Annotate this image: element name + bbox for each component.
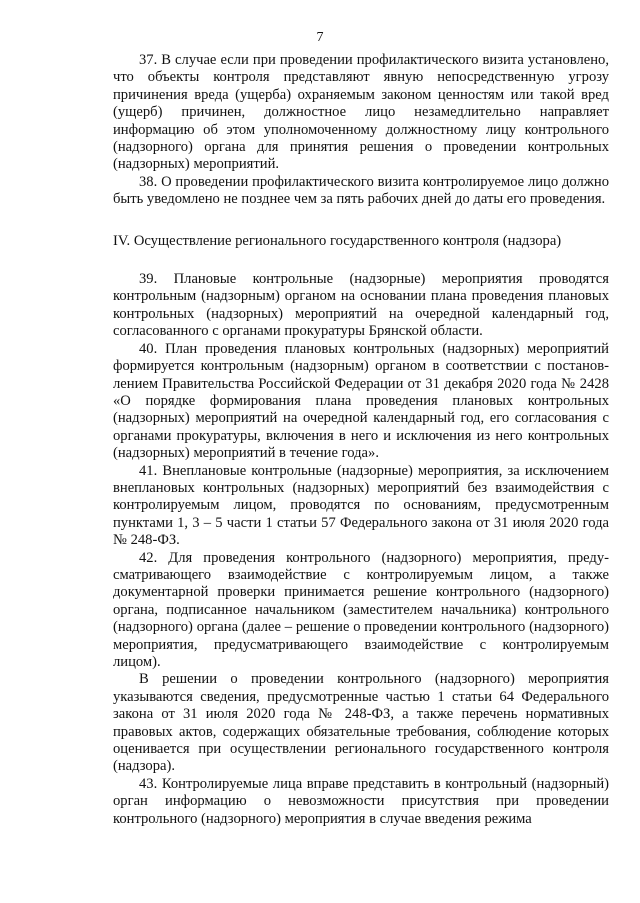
paragraph-43: 43. Контролируемые лица вправе представить в контрольный (надзорный) орган информацию о невозможности присутствия при проведении контрольного (надзорного) мероприятия в случае введения режима: [113, 775, 609, 827]
paragraph-37: 37. В случае если при проведении профилактического визита установлено, что объекты контроля представляют явную непосредственную угрозу причинения вреда (ущерба) охраняемым законом ценностям или такой вред (ущерб) причинен, должностное лицо незамедлительно направляет информацию об этом уполномоченному должностному лицу контрольного (надзорного) органа для принятия решения о проведении контрольных (надзорных) мероприятий.: [113, 52, 609, 173]
document-body: [113, 52, 609, 828]
paragraph-38: 38. О проведении профилактического визита контролируемое лицо должно быть уведомлено не позднее чем за пять рабочих дней до даты его проведения.: [113, 173, 609, 208]
paragraph-39: 39. Плановые контрольные (надзорные) мероприятия проводятся контрольным (надзорным) органом на основании плана проведения плановых контрольных (надзорных) мероприятий на очередной календарный год, согласованного с органами прокуратуры Брянской области.: [113, 271, 609, 340]
page-number: 7: [316, 30, 324, 45]
paragraph-42-continued: В решении о проведении контрольного (надзорного) мероприятия указываются сведения, предусмотренные частью 1 статьи 64 Федерального закона от 31 июля 2020 года № 248-ФЗ, а также перечень нормативных правовых актов, содержащих обязательные требования, соблюдение которых оценивается при осуществлении регионального государственного контроля (надзора).: [113, 671, 609, 775]
section-heading: IV. Осуществление регионального государственного контроля (надзора): [113, 232, 562, 249]
paragraph-40: 40. План проведения плановых контрольных (надзорных) мероприятий формируется контрольным (надзорным) органом в соответствии с постановлением Правительства Российской Федерации от 31 декабря 2020 года № 2428 «О порядке формирования плана проведения плановых контрольных (надзорных) мероприятий на очередной календарный год, его согласования с органами прокуратуры, включения в него и исключения из него контрольных (надзорных) мероприятий в течение года».: [113, 340, 609, 462]
paragraph-41: 41. Внеплановые контрольные (надзорные) мероприятия, за исключением внеплановых контрольных (надзорных) мероприятий без взаимодействия с контролируемым лицом, проводятся по основаниям, предусмотренным пунктами 1, 3 – 5 части 1 статьи 57 Федерального закона от 31 июля 2020 года № 248-ФЗ.: [113, 462, 609, 549]
paragraph-42: 42. Для проведения контрольного (надзорного) мероприятия, предусматривающего взаимодействие с контролируемым лицом, а также документарной проверки принимается решение контрольного (надзорного) органа, подписанное начальником (заместителем начальника) контрольного (надзорного) органа (далее – решение о проведении контрольного (надзорного) мероприятия, предусматривающего взаимодействие с контролируемым лицом).: [113, 549, 609, 670]
